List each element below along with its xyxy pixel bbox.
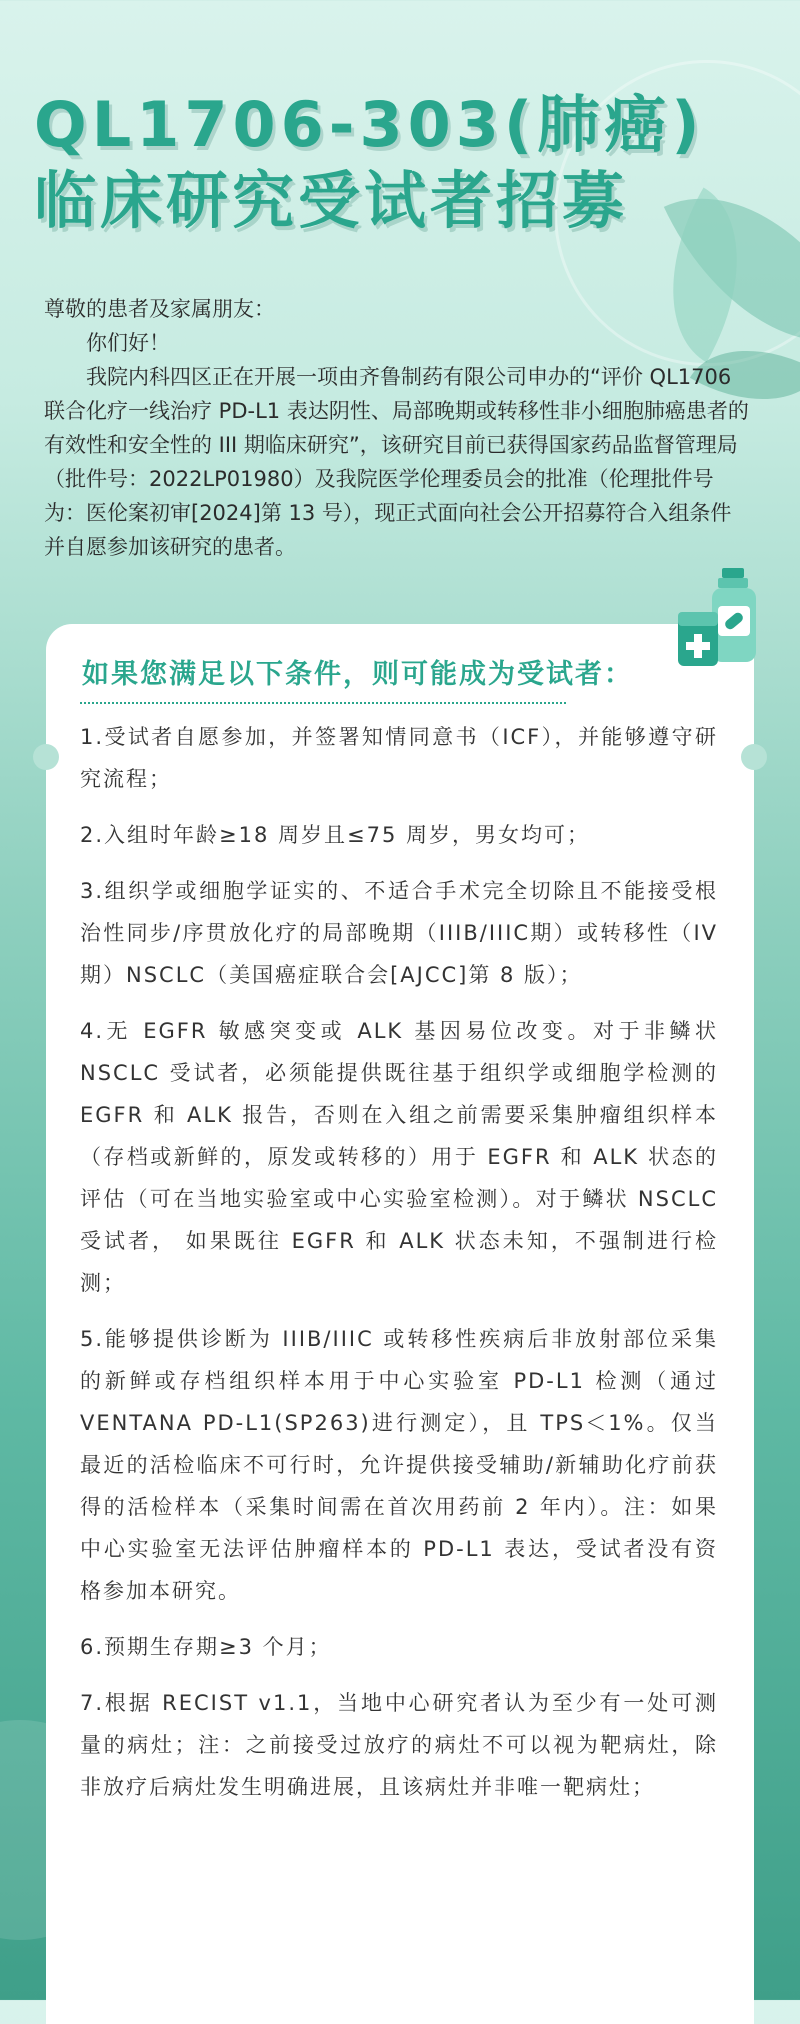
criteria-item: 2.入组时年龄≥18 周岁且≤75 周岁，男女均可；: [80, 823, 591, 847]
intro-section: [44, 292, 750, 564]
criteria-item: 3.组织学或细胞学证实的、不适合手术完全切除且不能接受根治性同步/序贯放化疗的局部晚期（IIIB/IIIC期）或转移性（IV 期）NSCLC（美国癌症联合会[AJCC]第 8 版）；: [80, 879, 718, 987]
criteria-item: 5.能够提供诊断为 IIIB/IIIC 或转移性疾病后非放射部位采集的新鲜或存档组织样本用于中心实验室 PD-L1 检测（通过 VENTANA PD-L1(SP263)进行测定），且 TPS＜1%。仅当最近的活检临床不可行时，允许提供接受辅助/新辅助化疗前获得的活检样本（采集时间需在首次用药前 2 年内）。注：如果中心实验室无法评估肿瘤样本的 PD-L1 表达，受试者没有资格参加本研究。: [80, 1327, 718, 1603]
hello-text: 你们好！: [86, 331, 170, 355]
title-line-1: QL1706-303(肺癌): [34, 88, 705, 161]
criteria-list: [80, 716, 718, 1822]
card-notch-left: [33, 744, 59, 770]
intro-body: 我院内科四区正在开展一项由齐鲁制药有限公司申办的“评价 QL1706 联合化疗一线治疗 PD-L1 表达阴性、局部晚期或转移性非小细胞肺癌患者的有效性和安全性的 III 期临床研究”，该研究目前已获得国家药品监督管理局（批件号：2022LP01980）及我院医学伦理委员会的批准（伦理批件号为：医伦案初审[2024]第 13 号），现正式面向社会公开招募符合入组条件并自愿参加该研究的患者。: [44, 365, 749, 559]
criteria-card: [46, 624, 754, 2024]
criteria-item: 6.预期生存期≥3 个月；: [80, 1635, 332, 1659]
medicine-bottle-icon: [676, 566, 766, 672]
criteria-item: 7.根据 RECIST v1.1，当地中心研究者认为至少有一处可测量的病灶；注：之前接受过放疗的病灶不可以视为靶病灶，除非放疗后病灶发生明确进展，且该病灶并非唯一靶病灶；: [80, 1691, 718, 1799]
criteria-item: 1.受试者自愿参加，并签署知情同意书（ICF），并能够遵守研究流程；: [80, 725, 718, 791]
card-notch-right: [741, 744, 767, 770]
page-title: [34, 88, 774, 240]
title-line-2: 临床研究受试者招募: [34, 164, 629, 237]
greeting: 尊敬的患者及家属朋友：: [44, 297, 275, 321]
criteria-heading: 如果您满足以下条件，则可能成为受试者：: [82, 659, 633, 690]
criteria-item: 4.无 EGFR 敏感突变或 ALK 基因易位改变。对于非鳞状 NSCLC 受试者，必须能提供既往基于组织学或细胞学检测的 EGFR 和 ALK 报告，否则在入组之前需要采集肿瘤组织样本（存档或新鲜的，原发或转移的）用于 EGFR 和 ALK 状态的评估（可在当地实验室或中心实验室检测）。对于鳞状 NSCLC 受试者， 如果既往 EGFR 和 ALK 状态未知，不强制进行检测；: [80, 1019, 718, 1295]
heading-divider: [80, 702, 566, 704]
